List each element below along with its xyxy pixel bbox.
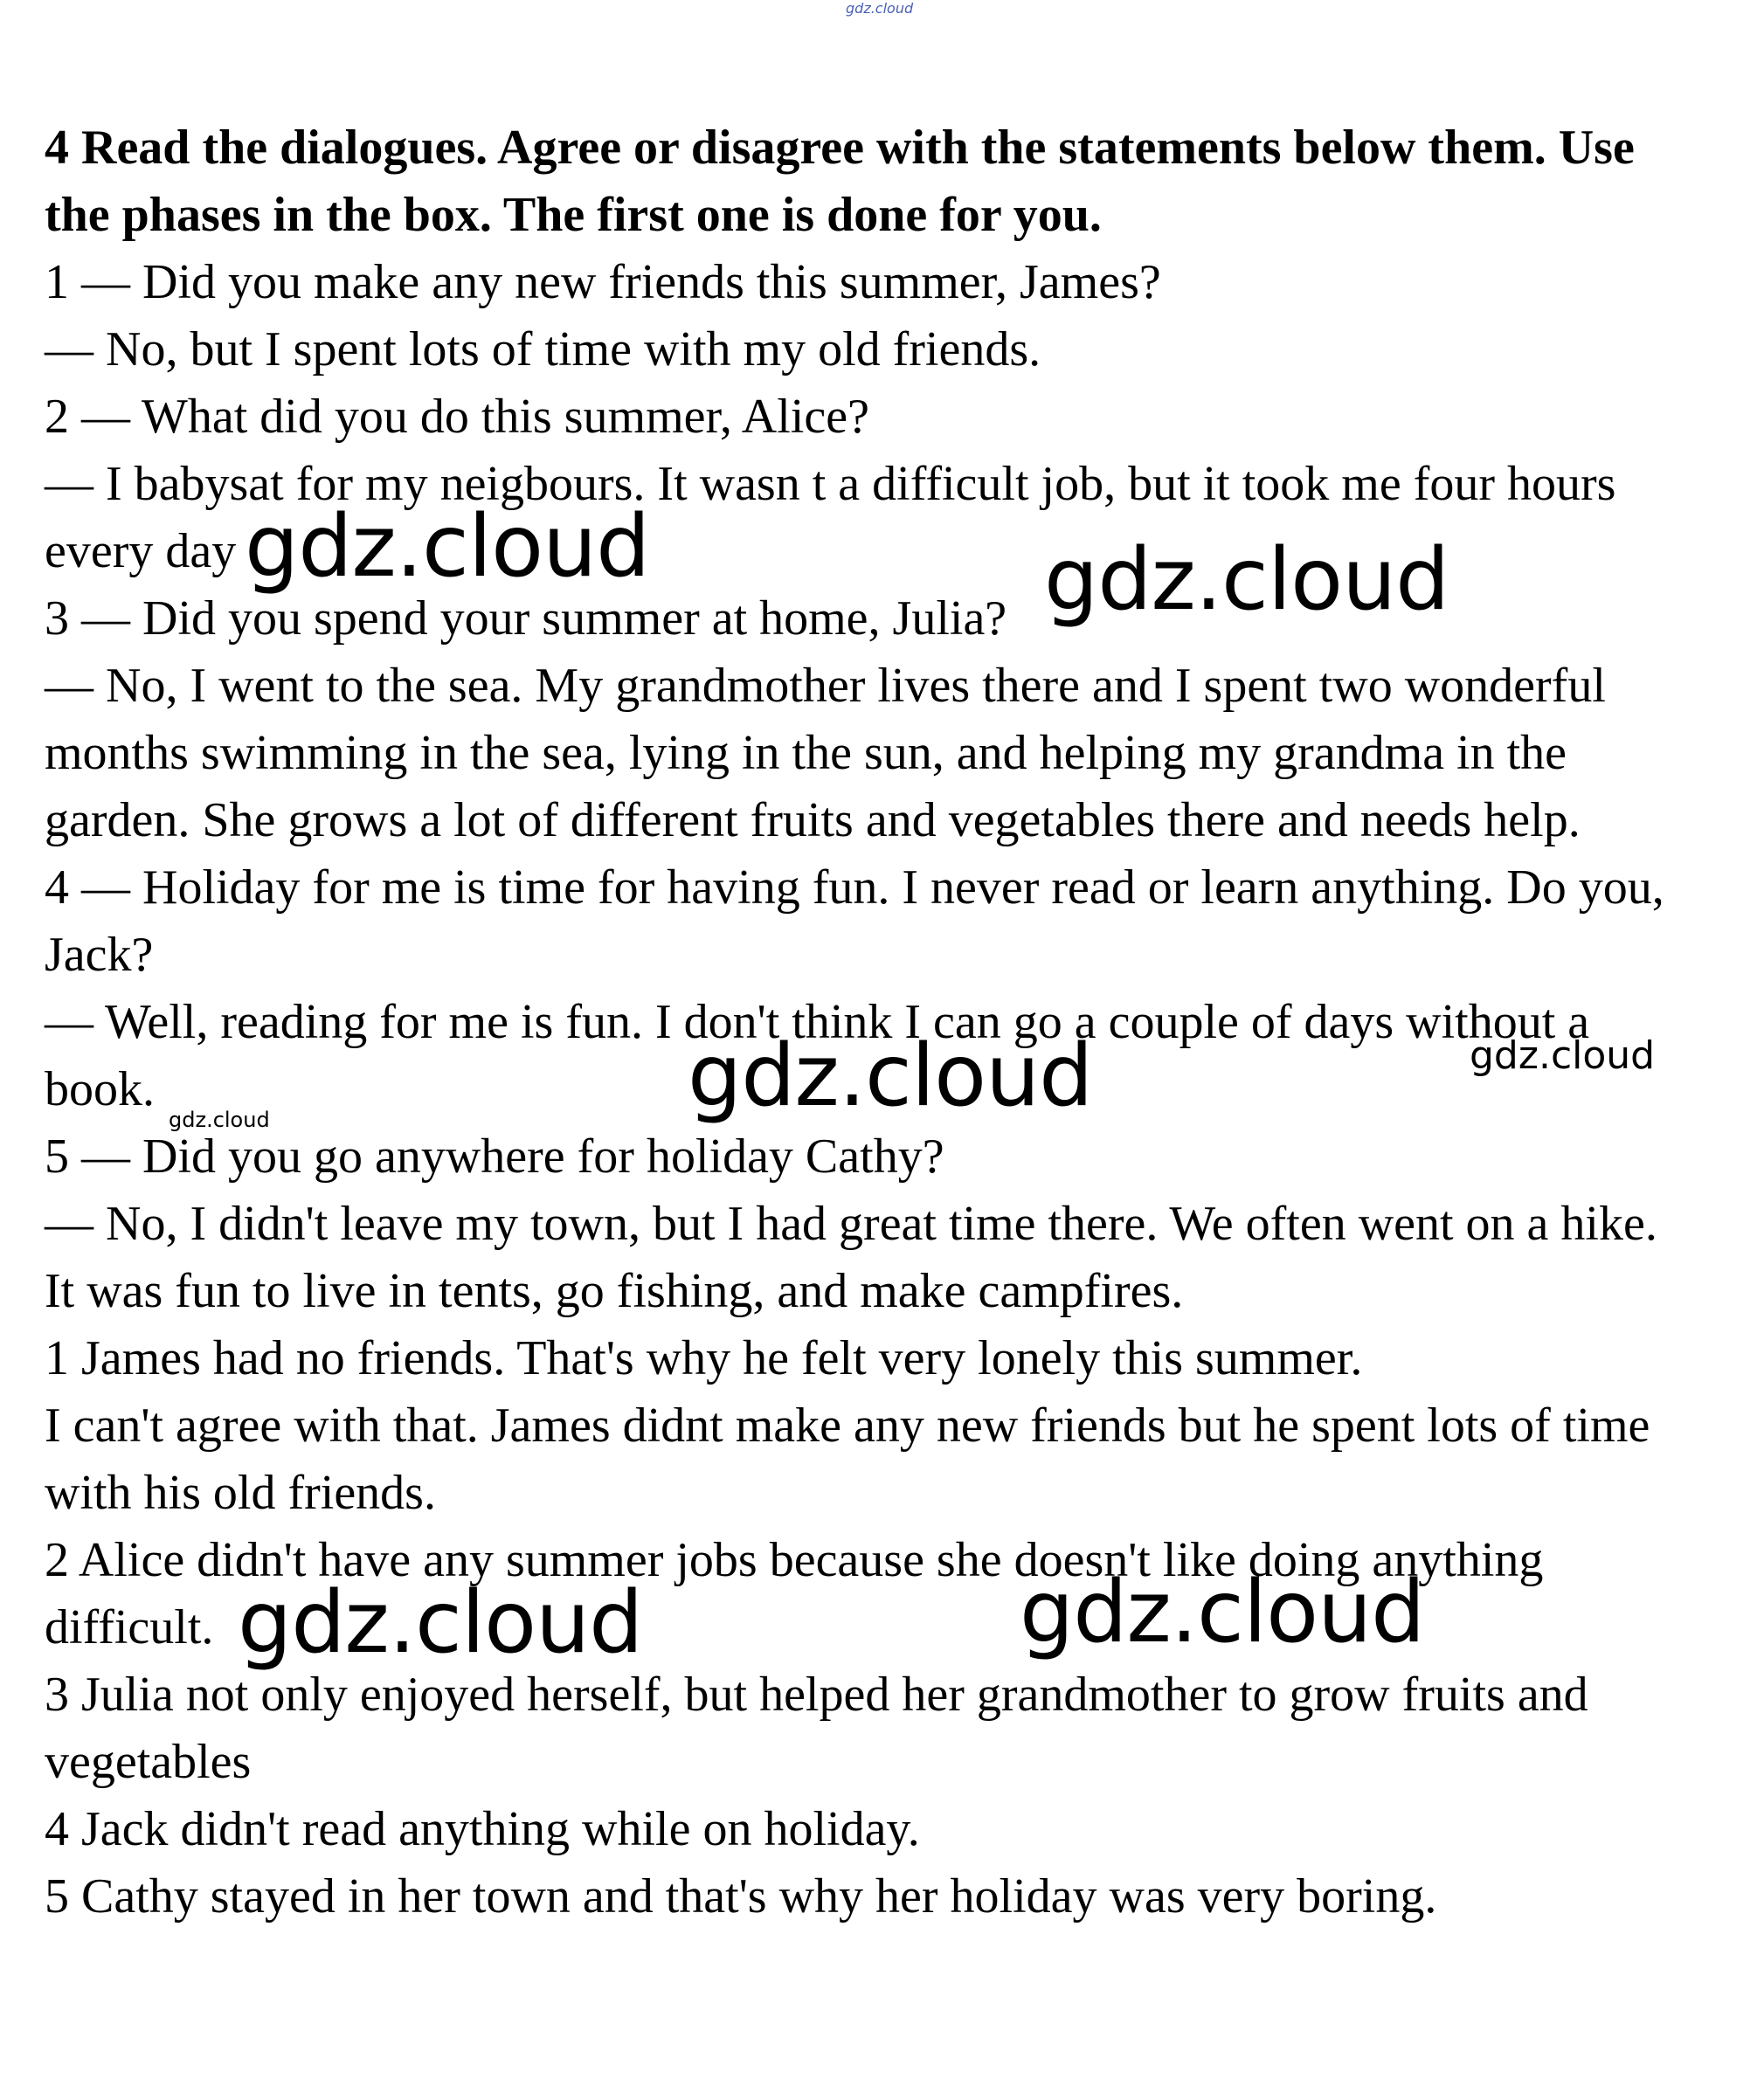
dialogue-line: 3 — Did you spend your summer at home, Julia? [45, 591, 1007, 646]
statement-line: I can't agree with that. James didnt make any new friends but he spent lots of time [45, 1399, 1650, 1453]
dialogue-line: — No, but I spent lots of time with my old friends. [45, 322, 1041, 376]
dialogue-line: 1 — Did you make any new friends this summer, James? [45, 255, 1161, 309]
statement-line: vegetables [45, 1735, 252, 1789]
dialogue-line: every day [45, 524, 237, 578]
top-watermark: gdz.cloud [846, 0, 914, 17]
dialogue-line: months swimming in the sea, lying in the sun, and helping my grandma in the [45, 726, 1567, 780]
dialogue-line: It was fun to live in tents, go fishing, and make campfires. [45, 1264, 1184, 1318]
dialogue-line: 5 — Did you go anywhere for holiday Cathy? [45, 1129, 944, 1184]
dialogue-line: 2 — What did you do this summer, Alice? [45, 390, 869, 444]
statement-line: with his old friends. [45, 1466, 436, 1520]
statement-line: 5 Cathy stayed in her town and that's why her holiday was very boring. [45, 1869, 1437, 1924]
exercise-heading-line-1: 4 Read the dialogues. Agree or disagree with the statements below them. Use [45, 121, 1635, 175]
watermark: gdz.cloud [238, 1573, 643, 1673]
statement-line: 4 Jack didn't read anything while on holiday. [45, 1802, 920, 1856]
watermark: gdz.cloud [245, 497, 650, 597]
watermark: gdz.cloud [1044, 530, 1449, 630]
statement-line: 3 Julia not only enjoyed herself, but helped her grandmother to grow fruits and [45, 1668, 1588, 1722]
dialogue-line: — I babysat for my neigbours. It wasn t a difficult job, but it took me four hours [45, 457, 1616, 511]
watermark-small: gdz.cloud [169, 1108, 270, 1132]
dialogue-line: book. [45, 1062, 155, 1116]
dialogue-line: Jack? [45, 928, 154, 982]
dialogue-line: 4 — Holiday for me is time for having fun. I never read or learn anything. Do you, [45, 860, 1664, 915]
watermark: gdz.cloud [688, 1026, 1093, 1126]
dialogue-line: — No, I didn't leave my town, but I had great time there. We often went on a hike. [45, 1197, 1657, 1251]
dialogue-line: — No, I went to the sea. My grandmother lives there and I spent two wonderful [45, 659, 1606, 713]
dialogue-line: — Well, reading for me is fun. I don't think I can go a couple of days without a [45, 995, 1590, 1049]
dialogue-line: garden. She grows a lot of different fruits and vegetables there and needs help. [45, 793, 1581, 847]
statement-line: difficult. [45, 1600, 214, 1654]
statement-line: 1 James had no friends. That's why he felt very lonely this summer. [45, 1331, 1363, 1385]
exercise-heading-line-2: the phases in the box. The first one is done for you. [45, 188, 1102, 242]
statement-line: 2 Alice didn't have any summer jobs because she doesn't like doing anything [45, 1533, 1544, 1587]
watermark: gdz.cloud [1020, 1563, 1425, 1662]
watermark-medium: gdz.cloud [1470, 1033, 1656, 1078]
